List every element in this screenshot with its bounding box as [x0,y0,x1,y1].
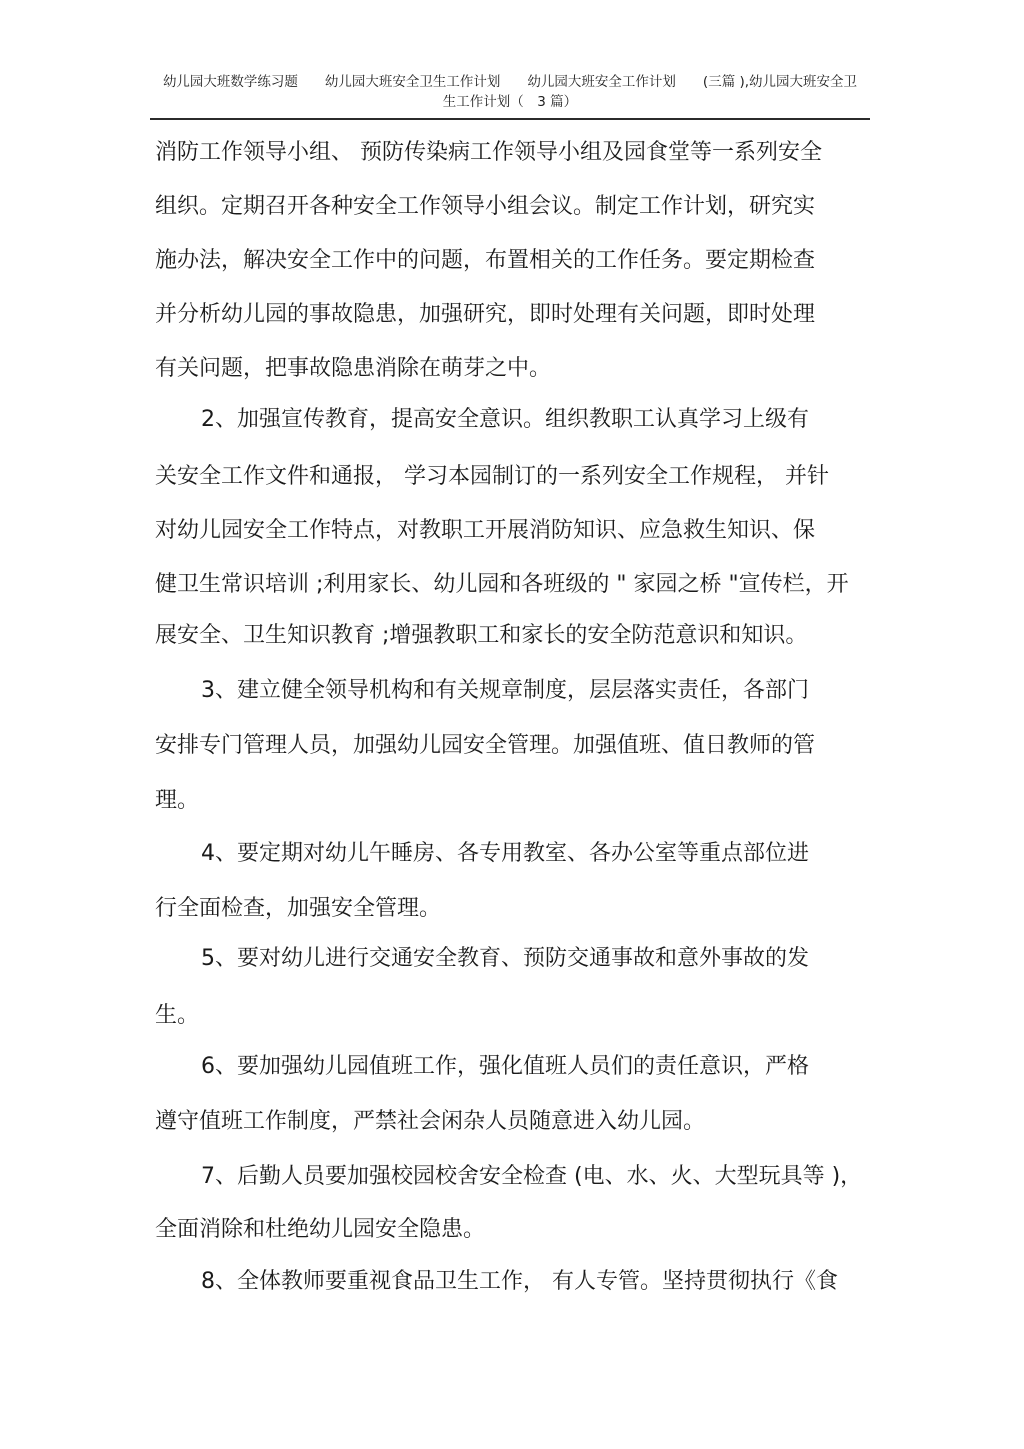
paragraph-start: 3、建立健全领导机构和有关规章制度，层层落实责任，各部门 [201,678,809,703]
body-line: 关安全工作文件和通报， 学习本园制订的一系列安全工作规程， 并针 [155,464,829,489]
paragraph-start: 7、后勤人员要加强校园校舍安全检查 (电、水、火、大型玩具等 )， [201,1164,863,1189]
body-line: 对幼儿园安全工作特点，对教职工开展消防知识、应急救生知识、保 [155,518,816,543]
body-line: 有关问题，把事故隐患消除在萌芽之中。 [155,356,552,381]
body-line: 并分析幼儿园的事故隐患，加强研究，即时处理有关问题，即时处理 [155,302,816,327]
paragraph-start: 2、加强宣传教育，提高安全意识。组织教职工认真学习上级有 [201,407,809,432]
body-line: 理。 [155,788,200,813]
body-line: 展安全、卫生知识教育 ;增强教职工和家长的安全防范意识和知识。 [155,623,808,648]
header-line-1: 幼儿园大班数学练习题 幼儿园大班安全卫生工作计划 幼儿园大班安全工作计划 (三篇 ),幼儿园大班安全卫 [162,74,858,90]
paragraph-start: 4、要定期对幼儿午睡房、各专用教室、各办公室等重点部位进 [201,841,809,866]
body-line: 全面消除和杜绝幼儿园安全隐患。 [155,1217,486,1242]
paragraph-start: 8、全体教师要重视食品卫生工作， 有人专管。坚持贯彻执行《食 [201,1269,838,1294]
body-line: 遵守值班工作制度，严禁社会闲杂人员随意进入幼儿园。 [155,1109,706,1134]
paragraph-start: 5、要对幼儿进行交通安全教育、预防交通事故和意外事故的发 [201,946,809,971]
body-line: 健卫生常识培训 ;利用家长、幼儿园和各班级的 " 家园之桥 "宣传栏，开 [155,572,849,597]
header-line-2: 生工作计划（ 3 篇） [442,94,578,110]
body-line: 行全面检查，加强安全管理。 [155,896,442,921]
running-header [150,72,870,112]
paragraph-start: 6、要加强幼儿园值班工作，强化值班人员们的责任意识，严格 [201,1054,809,1079]
body-line: 生。 [155,1003,200,1028]
body-line: 组织。定期召开各种安全工作领导小组会议。制定工作计划，研究实 [155,194,816,219]
body-line: 安排专门管理人员，加强幼儿园安全管理。加强值班、值日教师的管 [155,733,816,758]
header-divider [150,118,870,120]
body-line: 消防工作领导小组、 预防传染病工作领导小组及园食堂等一系列安全 [155,140,822,165]
body-line: 施办法，解决安全工作中的问题，布置相关的工作任务。要定期检查 [155,248,816,273]
